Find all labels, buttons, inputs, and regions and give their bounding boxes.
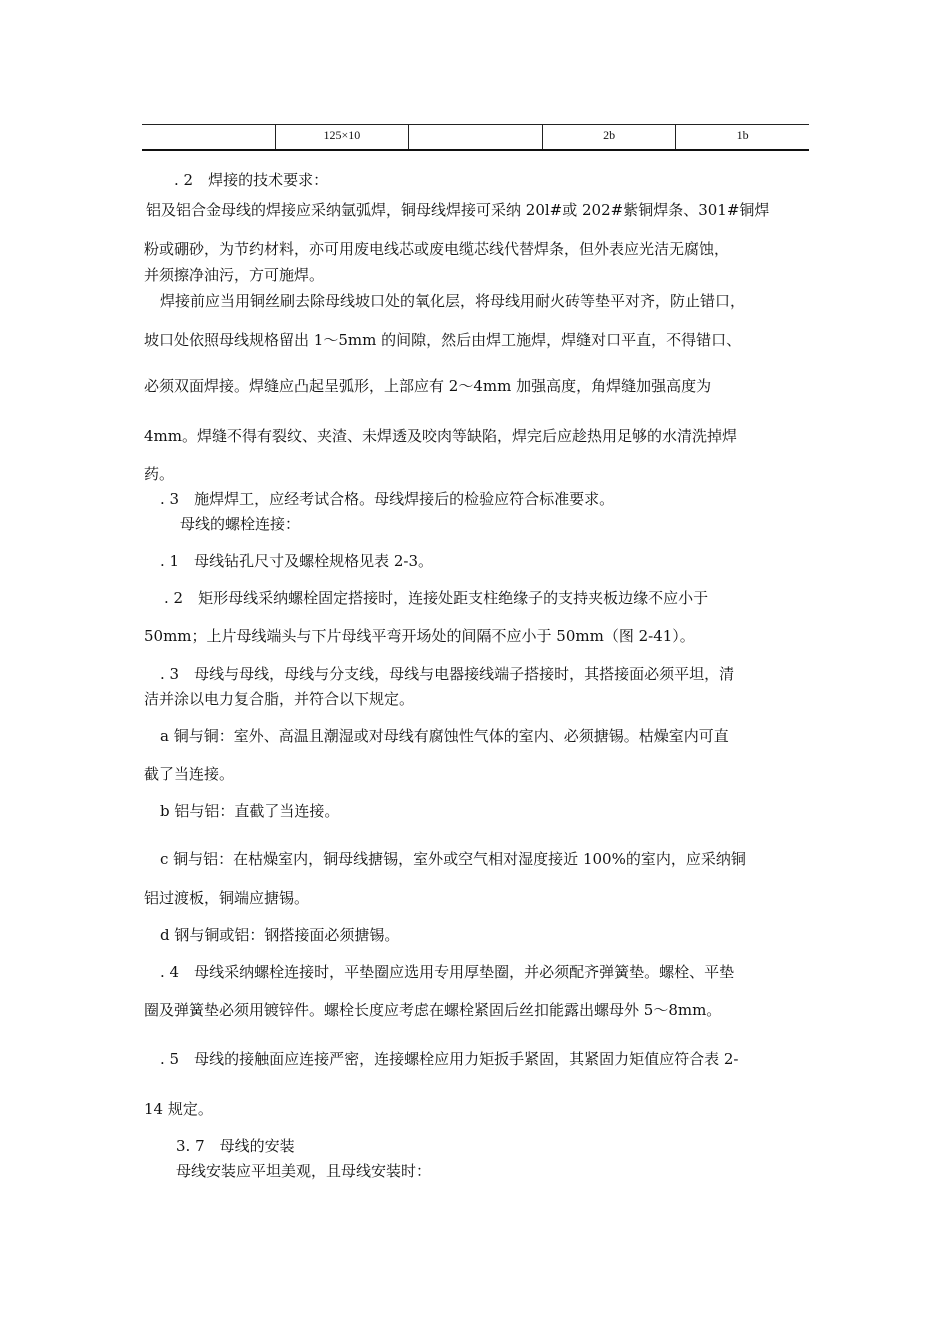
text-line-bab: 截了当连接。 xyxy=(144,765,235,783)
table-cell: 2b xyxy=(542,125,676,149)
text-line-b5: . 5 母线的接触面应连接严密，连接螺栓应用力矩扳手紧固，其紧固力矩值应符合表 2- xyxy=(160,1050,739,1068)
table-cell: 125×10 xyxy=(275,125,409,149)
text-line-bc: c 铜与铝：在枯燥室内，铜母线搪锡，室外或空气相对湿度接近 100%的室内，应采纳铜 xyxy=(160,850,746,868)
text-line-l8: 药。 xyxy=(144,465,175,483)
text-line-b2b: 50mm；上片母线端头与下片母线平弯开场处的间隔不应小于 50mm（图 2-41）。 xyxy=(144,627,695,645)
text-line-l6: 必须双面焊接。焊缝应凸起呈弧形，上部应有 2～4mm 加强高度，角焊缝加强高度为 xyxy=(144,377,712,395)
text-line-l4: 焊接前应当用铜丝刷去除母线坡口处的氧化层，将母线用耐火砖等垫平对齐，防止错口， xyxy=(160,292,746,310)
text-line-l3: 并须擦净油污，方可施焊。 xyxy=(144,266,325,284)
text-line-b3b: 洁并涂以电力复合脂，并符合以下规定。 xyxy=(144,690,415,708)
text-line-b2: . 2 矩形母线采纳螺栓固定搭接时，连接处距支柱绝缘子的支持夹板边缘不应小于 xyxy=(164,589,709,607)
text-line-s37: 3. 7 母线的安装 xyxy=(176,1137,295,1155)
text-line-s2: . 2 焊接的技术要求： xyxy=(174,171,329,189)
text-line-s3: . 3 施焊焊工，应经考试合格。母线焊接后的检验应符合标准要求。 xyxy=(160,490,615,508)
text-line-h2: 母线的螺栓连接： xyxy=(180,515,301,533)
text-line-b5b: 14 规定。 xyxy=(144,1100,213,1118)
text-line-b3: . 3 母线与母线，母线与分支线，母线与电器接线端子搭接时，其搭接面必须平坦，清 xyxy=(160,665,735,683)
table-last-row xyxy=(142,124,809,151)
text-line-ba: a 铜与铜：室外、高温且潮湿或对母线有腐蚀性气体的室内、必须搪锡。枯燥室内可直 xyxy=(160,727,729,745)
text-line-b4b: 圈及弹簧垫必须用镀锌件。螺栓长度应考虑在螺栓紧固后丝扣能露出螺母外 5～8mm。 xyxy=(144,1001,722,1019)
text-line-bb: b 铝与铝：直截了当连接。 xyxy=(160,802,340,820)
text-line-l2: 粉或硼砂，为节约材料，亦可用废电线芯或废电缆芯线代替焊条，但外表应光洁无腐蚀， xyxy=(144,240,730,258)
table-cell: 1b xyxy=(675,125,809,149)
text-line-b4: . 4 母线采纳螺栓连接时，平垫圈应选用专用厚垫圈，并必须配齐弹簧垫。螺栓、平垫 xyxy=(160,963,735,981)
text-line-bcb: 铝过渡板，铜端应搪锡。 xyxy=(144,889,310,907)
table-cell xyxy=(142,125,275,149)
text-line-l7: 4mm。焊缝不得有裂纹、夹渣、未焊透及咬肉等缺陷，焊完后应趁热用足够的水清洗掉焊 xyxy=(144,427,737,445)
table-cell xyxy=(408,125,542,149)
text-line-l1: 铝及铝合金母线的焊接应采纳氩弧焊，铜母线焊接可采纳 20l#或 202#紫铜焊条、301#铜焊 xyxy=(146,201,770,219)
text-line-b1: . 1 母线钻孔尺寸及螺栓规格见表 2-3。 xyxy=(160,552,434,570)
text-line-last: 母线安装应平坦美观，且母线安装时： xyxy=(176,1162,432,1180)
text-line-bd: d 钢与铜或铝：钢搭接面必须搪锡。 xyxy=(160,926,400,944)
text-line-l5: 坡口处依照母线规格留出 1～5mm 的间隙，然后由焊工施焊，焊缝对口平直，不得错口、 xyxy=(144,331,742,349)
